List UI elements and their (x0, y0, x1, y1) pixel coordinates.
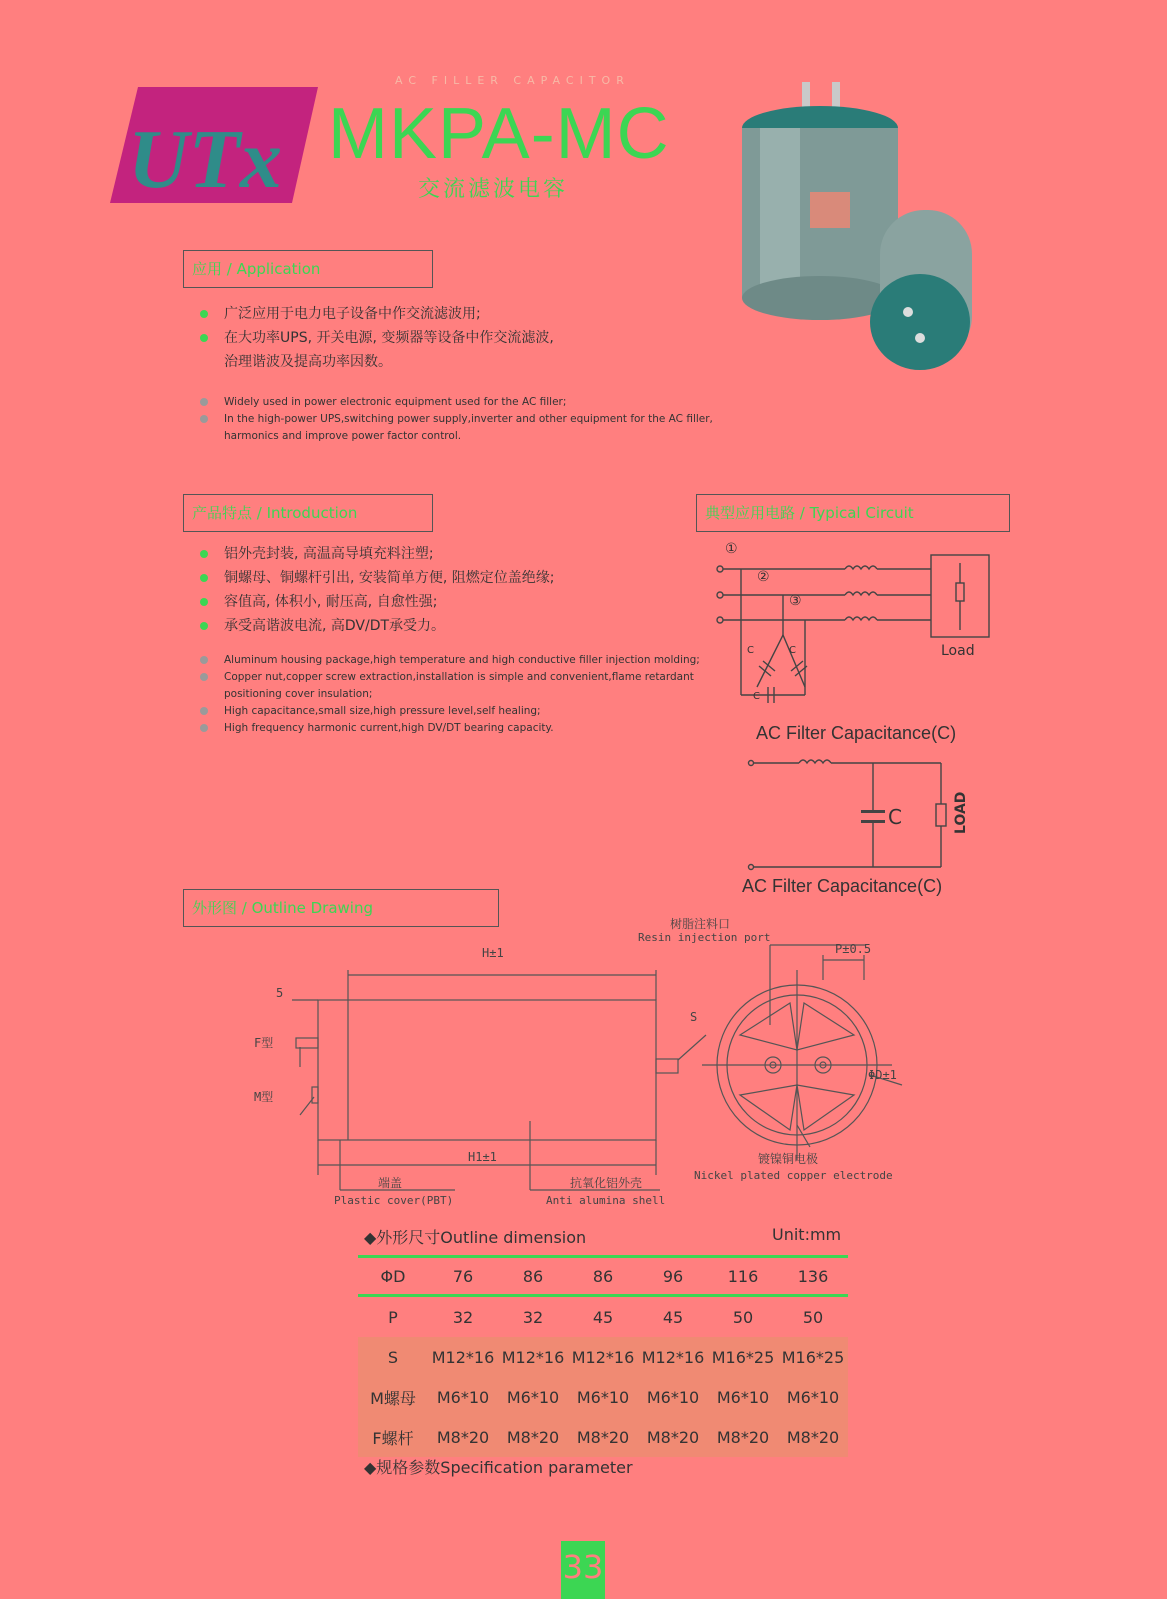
node-label: ① (725, 541, 738, 557)
table-row (358, 1377, 848, 1417)
dim-p: P±0.5 (835, 942, 872, 956)
table-cell: M6*10 (498, 1377, 568, 1417)
bullet-icon (200, 398, 208, 406)
f-type-label: F型 (254, 1036, 274, 1050)
row-label: S (358, 1337, 428, 1377)
table-cell: M12*16 (638, 1337, 708, 1377)
unit-label: Unit:mm (772, 1225, 842, 1244)
list-item: Widely used in power electronic equipment used for the AC filler; (200, 394, 713, 411)
list-item-continuation: harmonics and improve power factor control. (224, 430, 462, 442)
product-photo (740, 82, 980, 372)
electrode-label-cn: 镀镍铜电极 (758, 1152, 819, 1166)
circuit-caption-1: AC Filter Capacitance(C) (756, 723, 957, 743)
table-cell: 32 (452, 1307, 474, 1327)
dimension-heading: ◆外形尺寸Outline dimension (364, 1228, 587, 1247)
brand-logo (110, 87, 318, 206)
bullet-icon (200, 574, 208, 582)
model-subtitle: 交流滤波电容 (418, 177, 569, 202)
row-label: F螺杆 (358, 1417, 428, 1457)
outline-drawing (250, 917, 920, 1207)
bullet-icon (200, 598, 208, 606)
outline-section-title: 外形图 / Outline Drawing (183, 889, 499, 927)
table-cell: 136 (778, 1257, 848, 1296)
table-row (358, 1417, 848, 1457)
spec-heading: ◆规格参数Specification parameter (364, 1458, 633, 1477)
table-cell: M16*25 (708, 1337, 778, 1377)
dimension-table (358, 1255, 848, 1457)
table-cell: 45 (662, 1307, 684, 1327)
table-cell: 86 (498, 1257, 568, 1296)
table-cell: 50 (732, 1307, 754, 1327)
load-label: Load (941, 643, 975, 659)
circuit-section-title: 典型应用电路 / Typical Circuit (696, 494, 1010, 532)
svg-text:UTx: UTx (128, 113, 282, 206)
table-cell: M8*20 (708, 1417, 778, 1457)
list-item: 广泛应用于电力电子设备中作交流滤波用; (200, 302, 554, 326)
introduction-en-list (200, 652, 700, 737)
table-row (358, 1296, 848, 1338)
resin-label-cn: 树脂注料口 (670, 917, 731, 931)
table-cell: M6*10 (708, 1377, 778, 1417)
table-cell: M12*16 (498, 1337, 568, 1377)
table-cell: 32 (522, 1307, 544, 1327)
table-cell: 116 (708, 1257, 778, 1296)
list-item: 容值高, 体积小, 耐压高, 自愈性强; (200, 590, 555, 614)
table-cell: M8*20 (428, 1417, 498, 1457)
list-item: 铝外壳封装, 高温高导填充料注塑; (200, 542, 555, 566)
tagline: AC FILLER CAPACITOR (395, 74, 630, 87)
table-row (358, 1337, 848, 1377)
introduction-section-title: 产品特点 / Introduction (183, 494, 433, 532)
electrode-label-en: Nickel plated copper electrode (694, 1169, 893, 1182)
table-cell: M16*25 (778, 1337, 848, 1377)
list-item: High capacitance,small size,high pressure level,self healing; (200, 703, 700, 720)
load-label: LOAD (953, 791, 969, 834)
circuit-caption-2: AC Filter Capacitance(C) (742, 876, 943, 896)
table-cell: M6*10 (778, 1377, 848, 1417)
shell-label-en: Anti alumina shell (546, 1194, 666, 1207)
table-cell: M12*16 (428, 1337, 498, 1377)
circuit-diagram-1 (705, 541, 1005, 710)
node-label: ③ (789, 593, 802, 609)
dim-h1: H1±1 (468, 1150, 497, 1164)
resin-label-en: Resin injection port (638, 931, 771, 944)
table-cell: M8*20 (778, 1417, 848, 1457)
node-label: ② (757, 569, 770, 585)
table-cell: M6*10 (568, 1377, 638, 1417)
table-cell: M12*16 (568, 1337, 638, 1377)
list-item: Copper nut,copper screw extraction,installation is simple and convenient,flame retardant (200, 669, 700, 686)
bullet-icon (200, 673, 208, 681)
row-label: M螺母 (358, 1377, 428, 1417)
table-cell: 50 (802, 1307, 824, 1327)
list-item: High frequency harmonic current,high DV/DT bearing capacity. (200, 720, 700, 737)
bullet-icon (200, 707, 208, 715)
list-item-continuation: positioning cover insulation; (224, 688, 373, 700)
circuit-diagram-2 (735, 750, 975, 870)
table-row (358, 1257, 848, 1296)
application-en-list (200, 394, 713, 445)
shell-label-cn: 抗氧化铝外壳 (570, 1176, 643, 1190)
dim-od: ΦD±1 (868, 1068, 897, 1082)
table-cell: 96 (638, 1257, 708, 1296)
page-number: 33 (561, 1541, 605, 1599)
list-item: In the high-power UPS,switching power supply,inverter and other equipment for the AC filler, (200, 411, 713, 428)
dim-h: H±1 (482, 946, 504, 960)
bullet-icon (200, 415, 208, 423)
table-cell: M8*20 (638, 1417, 708, 1457)
cap-label: C (747, 645, 754, 656)
table-cell: 45 (592, 1307, 614, 1327)
list-item: Aluminum housing package,high temperature and high conductive filler injection molding; (200, 652, 700, 669)
cap-label: C (753, 691, 760, 702)
application-section-title: 应用 / Application (183, 250, 433, 288)
m-type-label: M型 (254, 1090, 274, 1104)
bullet-icon (200, 622, 208, 630)
bullet-icon (200, 310, 208, 318)
list-item: 在大功率UPS, 开关电源, 变频器等设备中作交流滤波, (200, 326, 554, 350)
model-title: MKPA-MC (328, 94, 670, 174)
bullet-icon (200, 724, 208, 732)
table-cell: 76 (428, 1257, 498, 1296)
table-cell: M8*20 (568, 1417, 638, 1457)
table-cell: M6*10 (638, 1377, 708, 1417)
cap-label: C (888, 805, 902, 829)
row-label: ΦD (358, 1257, 428, 1296)
dim-five: 5 (276, 986, 284, 1000)
table-cell: 86 (568, 1257, 638, 1296)
s-label: S (690, 1010, 698, 1024)
row-label: P (388, 1307, 398, 1327)
bullet-icon (200, 550, 208, 558)
list-item: 铜螺母、铜螺杆引出, 安装简单方便, 阻燃定位盖绝缘; (200, 566, 555, 590)
bullet-icon (200, 656, 208, 664)
table-cell: M8*20 (498, 1417, 568, 1457)
table-cell: M6*10 (428, 1377, 498, 1417)
list-item-continuation: 治理谐波及提高功率因数。 (224, 354, 392, 370)
bullet-icon (200, 334, 208, 342)
cap-label: C (789, 645, 796, 656)
list-item: 承受高谐波电流, 高DV/DT承受力。 (200, 614, 555, 638)
application-cn-list (200, 302, 554, 374)
cover-label-cn: 端盖 (378, 1176, 403, 1190)
introduction-cn-list (200, 542, 555, 638)
cover-label-en: Plastic cover(PBT) (334, 1194, 454, 1207)
